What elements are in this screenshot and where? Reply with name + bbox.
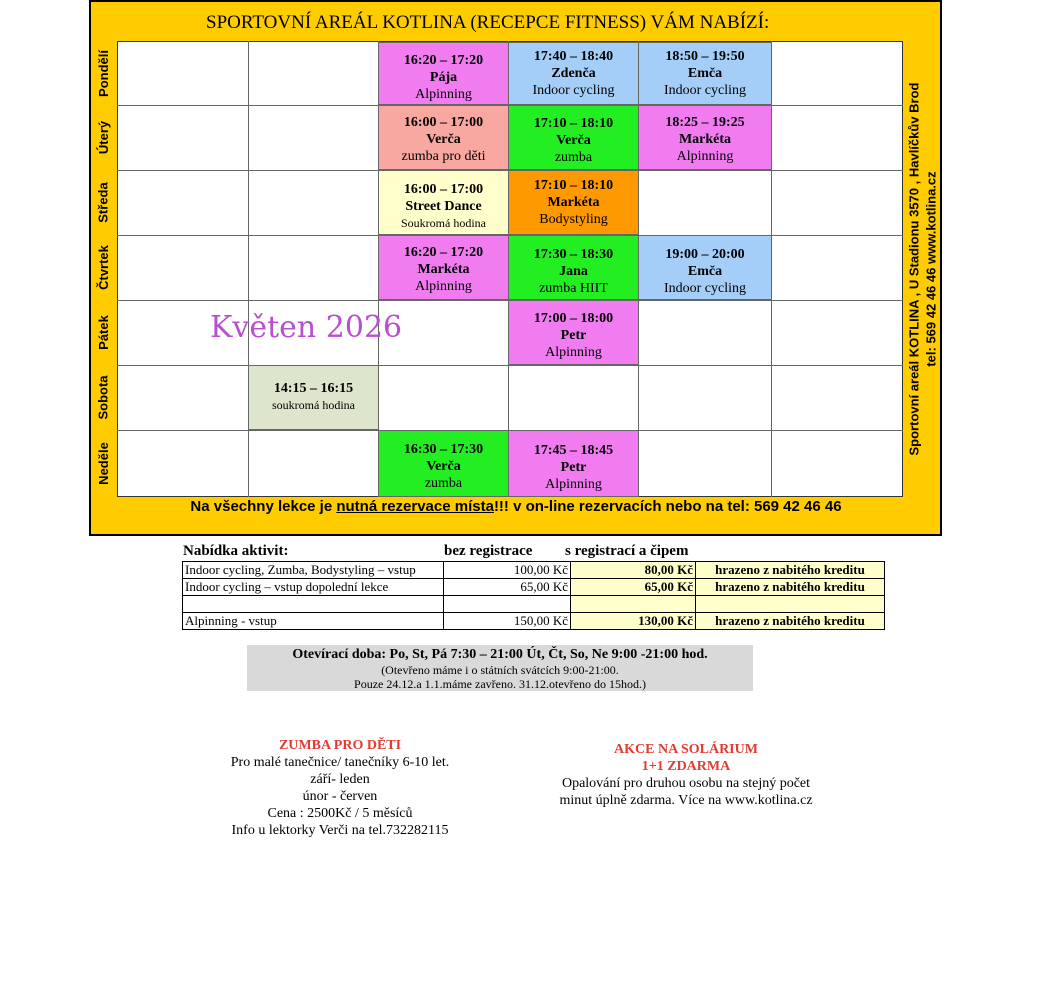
promo-line: Cena : 2500Kč / 5 měsíců — [267, 806, 413, 821]
price-note: hrazeno z nabitého kreditu — [696, 613, 885, 630]
lesson-cell[interactable] — [508, 105, 639, 170]
lesson-class: zumba — [424, 476, 463, 491]
day-label-tuesday: Úterý — [96, 120, 111, 155]
price-noreg: 150,00 Kč — [444, 613, 571, 630]
lesson-time: 16:30 – 17:30 — [403, 442, 484, 457]
promo-line: Opalování pro druhou osobu na stejný počet — [561, 776, 811, 791]
price-noreg — [444, 596, 571, 613]
lesson-instructor: Verča — [426, 132, 461, 147]
lesson-instructor: Verča — [556, 133, 591, 148]
price-reg — [571, 596, 696, 613]
lesson-class: Alpinning — [415, 87, 472, 102]
day-label-friday: Pátek — [96, 315, 112, 350]
lesson-cell[interactable] — [508, 300, 639, 365]
lesson-time: 17:40 – 18:40 — [533, 49, 614, 64]
promo-line: Pro malé tanečnice/ tanečníky 6-10 let. — [230, 755, 450, 770]
lesson-time: 17:30 – 18:30 — [533, 247, 614, 262]
lesson-cell[interactable] — [508, 430, 639, 497]
lesson-class: zumba — [554, 150, 593, 165]
schedule-title: SPORTOVNÍ AREÁL KOTLINA (RECEPCE FITNESS) VÁM NABÍZÍ: — [206, 12, 770, 33]
price-row — [183, 562, 885, 579]
lesson-time: 16:20 – 17:20 — [403, 245, 484, 260]
lesson-class: Alpinning — [415, 279, 472, 294]
lesson-instructor: Emča — [687, 66, 723, 81]
price-note: hrazeno z nabitého kreditu — [696, 579, 885, 596]
lesson-class: Indoor cycling — [663, 281, 747, 296]
lesson-instructor: Pája — [429, 70, 458, 85]
price-row — [183, 596, 885, 613]
price-noreg: 65,00 Kč — [444, 579, 571, 596]
lesson-time: 16:00 – 17:00 — [403, 182, 484, 197]
price-reg: 80,00 Kč — [571, 562, 696, 579]
day-label-wednesday: Středa — [96, 182, 111, 223]
lesson-instructor: Petr — [560, 460, 587, 475]
lesson-instructor: Markéta — [678, 132, 732, 147]
price-header-noreg: bez registrace — [444, 543, 533, 559]
promo-title: AKCE NA SOLÁRIUM — [614, 742, 758, 757]
lesson-time: 16:20 – 17:20 — [403, 53, 484, 68]
lesson-cell[interactable] — [378, 170, 509, 235]
address-side-text: Sportovní areál KOTLINA , U Stadionu 3570 , Havlíčkův Brod tel: 569 42 46 46 www.kotlina.cz — [906, 82, 938, 456]
promo-line: Info u lektorky Verči na tel.732282115 — [231, 823, 449, 838]
price-activity: Indoor cycling – vstup dopolední lekce — [183, 579, 444, 596]
lesson-class: Bodystyling — [539, 212, 608, 227]
price-noreg: 100,00 Kč — [444, 562, 571, 579]
lesson-cell[interactable] — [248, 365, 379, 430]
price-reg: 65,00 Kč — [571, 579, 696, 596]
opening-hours-note: (Otevřeno máme i o státních svátcích 9:00-21:00. — [381, 663, 619, 677]
solarium-promo — [530, 741, 842, 809]
promo-line: září- leden — [310, 772, 370, 787]
lesson-time: 17:00 – 18:00 — [533, 311, 614, 326]
lesson-time: 18:25 – 19:25 — [665, 115, 745, 130]
lesson-cell[interactable] — [378, 105, 509, 170]
price-activity: Indoor cycling, Zumba, Bodystyling – vstup — [183, 562, 444, 579]
lesson-cell[interactable] — [638, 105, 772, 170]
lesson-cell[interactable] — [508, 170, 639, 235]
price-row — [183, 613, 885, 630]
lesson-class: Indoor cycling — [663, 83, 747, 98]
promo-line: minut úplně zdarma. Více na www.kotlina.cz — [559, 793, 813, 808]
lesson-time: 17:10 – 18:10 — [533, 116, 614, 131]
month-label: Květen 2026 — [210, 310, 403, 345]
lesson-class: Alpinning — [676, 149, 734, 164]
price-table — [182, 561, 885, 630]
day-label-sunday: Neděle — [96, 442, 112, 485]
lesson-class: Alpinning — [545, 477, 602, 492]
lesson-instructor: Emča — [687, 264, 723, 279]
lesson-cell[interactable] — [638, 235, 772, 300]
lesson-class: soukromá hodina — [272, 398, 355, 412]
lesson-cell[interactable] — [508, 42, 639, 105]
zumba-kids-promo — [190, 737, 490, 839]
lesson-instructor: Markéta — [547, 195, 600, 210]
lesson-cell[interactable] — [378, 430, 509, 497]
opening-hours-main: Otevírací doba: Po, St, Pá 7:30 – 21:00 Út, Čt, So, Ne 9:00 -21:00 hod. — [292, 647, 708, 662]
price-note: hrazeno z nabitého kreditu — [696, 562, 885, 579]
price-header-activities: Nabídka aktivit: — [183, 543, 289, 559]
lesson-class: Soukromá hodina — [401, 216, 486, 230]
price-activity — [183, 596, 444, 613]
opening-hours-note: Pouze 24.12.a 1.1.máme zavřeno. 31.12.otevřeno do 15hod.) — [354, 677, 646, 691]
reservation-note: Na všechny lekce je nutná rezervace místa!!! v on-line rezervacích nebo na tel: 569 42 46 46 — [190, 498, 842, 515]
day-label-thursday: Čtvrtek — [96, 245, 112, 290]
lesson-instructor: Petr — [560, 328, 587, 343]
lesson-class: Indoor cycling — [532, 83, 615, 98]
lesson-instructor: Markéta — [417, 262, 470, 277]
lesson-instructor: Zdenča — [551, 66, 596, 81]
lesson-class: zumba pro děti — [401, 149, 486, 164]
day-label-saturday: Sobota — [96, 375, 111, 420]
lesson-time: 17:10 – 18:10 — [533, 178, 614, 193]
lesson-time: 18:50 – 19:50 — [665, 49, 745, 64]
lesson-time: 17:45 – 18:45 — [533, 443, 614, 458]
lesson-cell[interactable] — [508, 235, 639, 300]
lesson-class: zumba HIIT — [539, 281, 608, 296]
opening-hours — [247, 645, 753, 691]
lesson-class: Alpinning — [545, 345, 602, 360]
lesson-cell[interactable] — [378, 235, 509, 300]
lesson-cell[interactable] — [638, 42, 772, 105]
promo-title: ZUMBA PRO DĚTI — [278, 738, 402, 753]
promo-subtitle: 1+1 ZDARMA — [641, 759, 731, 774]
price-note — [696, 596, 885, 613]
day-label-monday: Pondělí — [96, 49, 112, 97]
price-row — [183, 579, 885, 596]
price-header-reg: s registrací a čipem — [565, 543, 689, 559]
lesson-instructor: Verča — [426, 459, 461, 474]
price-activity: Alpinning - vstup — [183, 613, 444, 630]
promo-line: únor - červen — [302, 789, 378, 804]
lesson-cell[interactable] — [378, 42, 509, 105]
lesson-time: 16:00 – 17:00 — [403, 115, 484, 130]
lesson-time: 19:00 – 20:00 — [665, 247, 745, 262]
lesson-instructor: Street Dance — [405, 199, 482, 214]
lesson-time: 14:15 – 16:15 — [273, 381, 354, 396]
grid-line — [117, 365, 903, 366]
lesson-instructor: Jana — [559, 264, 588, 279]
price-reg: 130,00 Kč — [571, 613, 696, 630]
